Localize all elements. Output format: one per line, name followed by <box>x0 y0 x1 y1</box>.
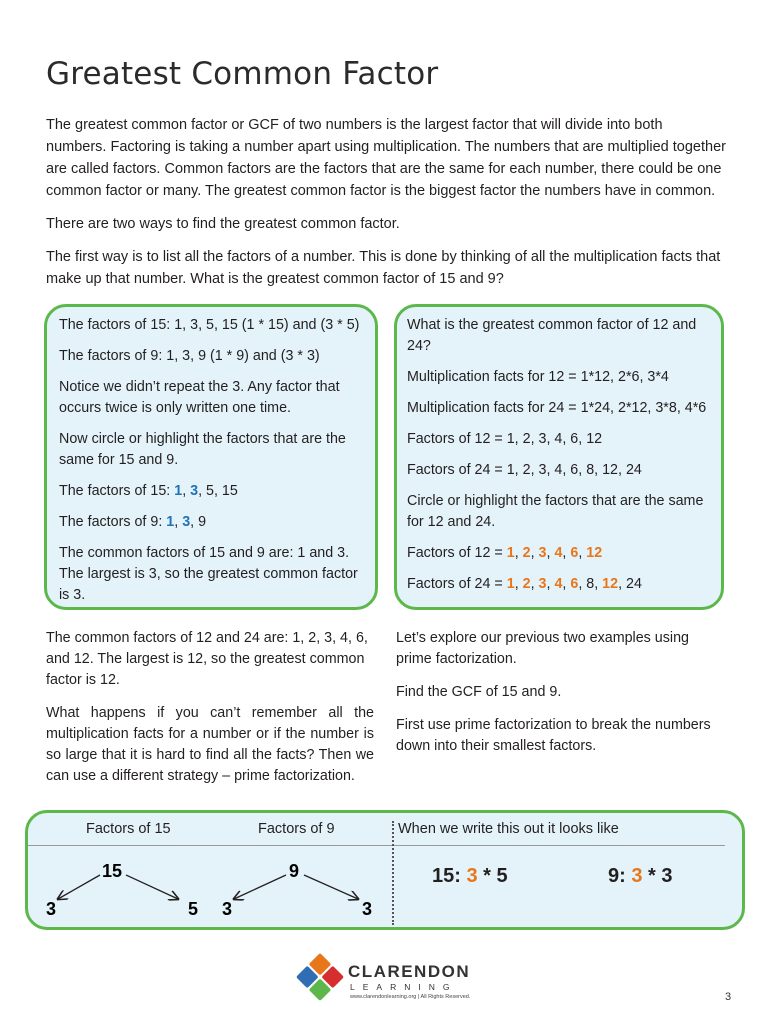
highlighted-factors-15 <box>59 481 363 502</box>
remaining-factors: , 5, 15 <box>198 483 238 499</box>
mult-facts-24: Multiplication facts for 24 = 1*24, 2*12, 3*8, 4*6 <box>407 400 707 416</box>
prefix: Factors of 12 = <box>407 545 507 561</box>
common-factor: 1 <box>506 545 515 561</box>
brand-subtitle: LEARNING <box>350 982 458 992</box>
common-factor: 6 <box>570 576 579 592</box>
tree15-left-branch <box>58 875 100 899</box>
repeat-note: Notice we didn’t repeat the 3. Any factor that occurs twice is only written one time. <box>59 379 340 416</box>
find-gcf-paragraph: Find the GCF of 15 and 9. <box>396 684 562 700</box>
conclusion-15-9: The common factors of 15 and 9 are: 1 and 3. The largest is 3, so the greatest common factor is 3. <box>59 545 358 603</box>
brand-url: www.clarendonlearning.org | All Rights Reserved. <box>350 994 471 1000</box>
common-factor: 3 <box>538 545 547 561</box>
intro-section <box>46 114 726 301</box>
prefix: 9: <box>608 865 632 887</box>
result-9 <box>608 865 673 888</box>
factors-15-label: Factors of 15 <box>86 821 171 837</box>
common-factor: 3 <box>190 483 199 499</box>
common-factor: 1 <box>166 514 175 530</box>
common-factor: 1 <box>174 483 183 499</box>
tree9-right-branch <box>304 875 358 899</box>
column-divider <box>392 821 394 925</box>
highlighted-factors-24: Factors of 24 = 1, 2, 3, 4, 6, 8, 12, 24 <box>407 576 642 592</box>
common-factor: 1 <box>506 576 515 592</box>
common-factor: 3 <box>538 576 547 592</box>
header-divider <box>28 845 725 846</box>
tree9-right: 3 <box>362 899 373 919</box>
prime-factorization-intro: What happens if you can’t remember all the multiplication facts for a number or if the number is so large that it is hard to find all the facts? Then we can use a different strategy – prime factorization. <box>46 705 374 784</box>
common-prime: 3 <box>466 865 478 887</box>
factor-tree-box <box>25 810 745 930</box>
example-12-24-box <box>394 304 724 610</box>
clarendon-logo-icon <box>292 952 348 1002</box>
factors-9-label: Factors of 9 <box>258 821 335 837</box>
tree15-right: 5 <box>188 899 199 919</box>
common-factor: 4 <box>554 576 563 592</box>
separator: , <box>174 514 183 530</box>
common-factor: 2 <box>522 576 531 592</box>
example-15-9-box <box>44 304 378 610</box>
factors-9-line: The factors of 9: 1, 3, 9 (1 * 9) and (3 * 3) <box>59 348 320 364</box>
tree15-root: 15 <box>102 861 123 881</box>
separator: , <box>182 483 191 499</box>
write-out-label: When we write this out it looks like <box>398 821 619 837</box>
common-factor: 6 <box>570 545 579 561</box>
remaining-factors: , 9 <box>190 514 207 530</box>
factor-trees <box>28 847 392 931</box>
prefix: The factors of 9: <box>59 514 167 530</box>
factors-12-line: Factors of 12 = 1, 2, 3, 4, 6, 12 <box>407 431 603 447</box>
mult-facts-12: Multiplication facts for 12 = 1*12, 2*6, 3*4 <box>407 369 669 385</box>
page-number: 3 <box>725 991 732 1003</box>
result-15 <box>432 865 508 888</box>
common-factor: 4 <box>554 545 563 561</box>
right-column <box>396 628 726 769</box>
tree9-left: 3 <box>222 899 233 919</box>
non-common-factor: 8 <box>586 576 595 592</box>
tree9-root: 9 <box>289 861 300 881</box>
factors-15-line: The factors of 15: 1, 3, 5, 15 (1 * 15) and (3 * 5) <box>59 317 360 333</box>
remaining: * 3 <box>642 865 673 887</box>
common-factor: 12 <box>602 576 619 592</box>
non-common-factor: 24 <box>626 576 642 592</box>
prime-factor-instruction: First use prime factorization to break the numbers down into their smallest factors. <box>396 717 711 754</box>
question-12-24: What is the greatest common factor of 12 and 24? <box>407 317 697 354</box>
highlight-instruction: Circle or highlight the factors that are the same for 12 and 24. <box>407 493 704 530</box>
prefix: Factors of 24 = <box>407 576 507 592</box>
conclusion-12-24: The common factors of 12 and 24 are: 1, 2, 3, 4, 6, and 12. The largest is 12, so the greatest common factor is 12. <box>46 630 368 688</box>
page-title: Greatest Common Factor <box>46 56 439 92</box>
common-factor: 3 <box>182 514 191 530</box>
tree15-right-branch <box>126 875 178 899</box>
tree9-left-branch <box>234 875 286 899</box>
common-factor: 12 <box>586 545 603 561</box>
common-factor: 2 <box>522 545 531 561</box>
explore-paragraph: Let’s explore our previous two examples using prime factorization. <box>396 630 689 667</box>
common-prime: 3 <box>631 865 643 887</box>
tree15-left: 3 <box>46 899 57 919</box>
remaining: * 5 <box>477 865 508 887</box>
intro-paragraph-1: The greatest common factor or GCF of two numbers is the largest factor that will divide into both numbers. Factoring is taking a number apart using multiplication. The numbers that are multiplied together are called factors. Common factors are the factors that are the same for each number, there could be one common factor or many. The greatest common factor is the biggest factor the numbers have in common. <box>46 117 726 199</box>
highlighted-factors-12: Factors of 12 = 1, 2, 3, 4, 6, 12 <box>407 545 603 561</box>
highlighted-factors-9 <box>59 512 363 533</box>
factors-24-line: Factors of 24 = 1, 2, 3, 4, 6, 8, 12, 24 <box>407 462 642 478</box>
left-column <box>46 628 374 799</box>
intro-paragraph-3: The first way is to list all the factors of a number. This is done by thinking of all the multiplication facts that make up that number. What is the greatest common factor of 15 and 9? <box>46 249 721 287</box>
highlight-instruction: Now circle or highlight the factors that are the same for 15 and 9. <box>59 431 346 468</box>
prefix: 15: <box>432 865 467 887</box>
brand-name: CLARENDON <box>348 962 471 981</box>
prefix: The factors of 15: <box>59 483 175 499</box>
intro-paragraph-2: There are two ways to find the greatest common factor. <box>46 216 400 232</box>
